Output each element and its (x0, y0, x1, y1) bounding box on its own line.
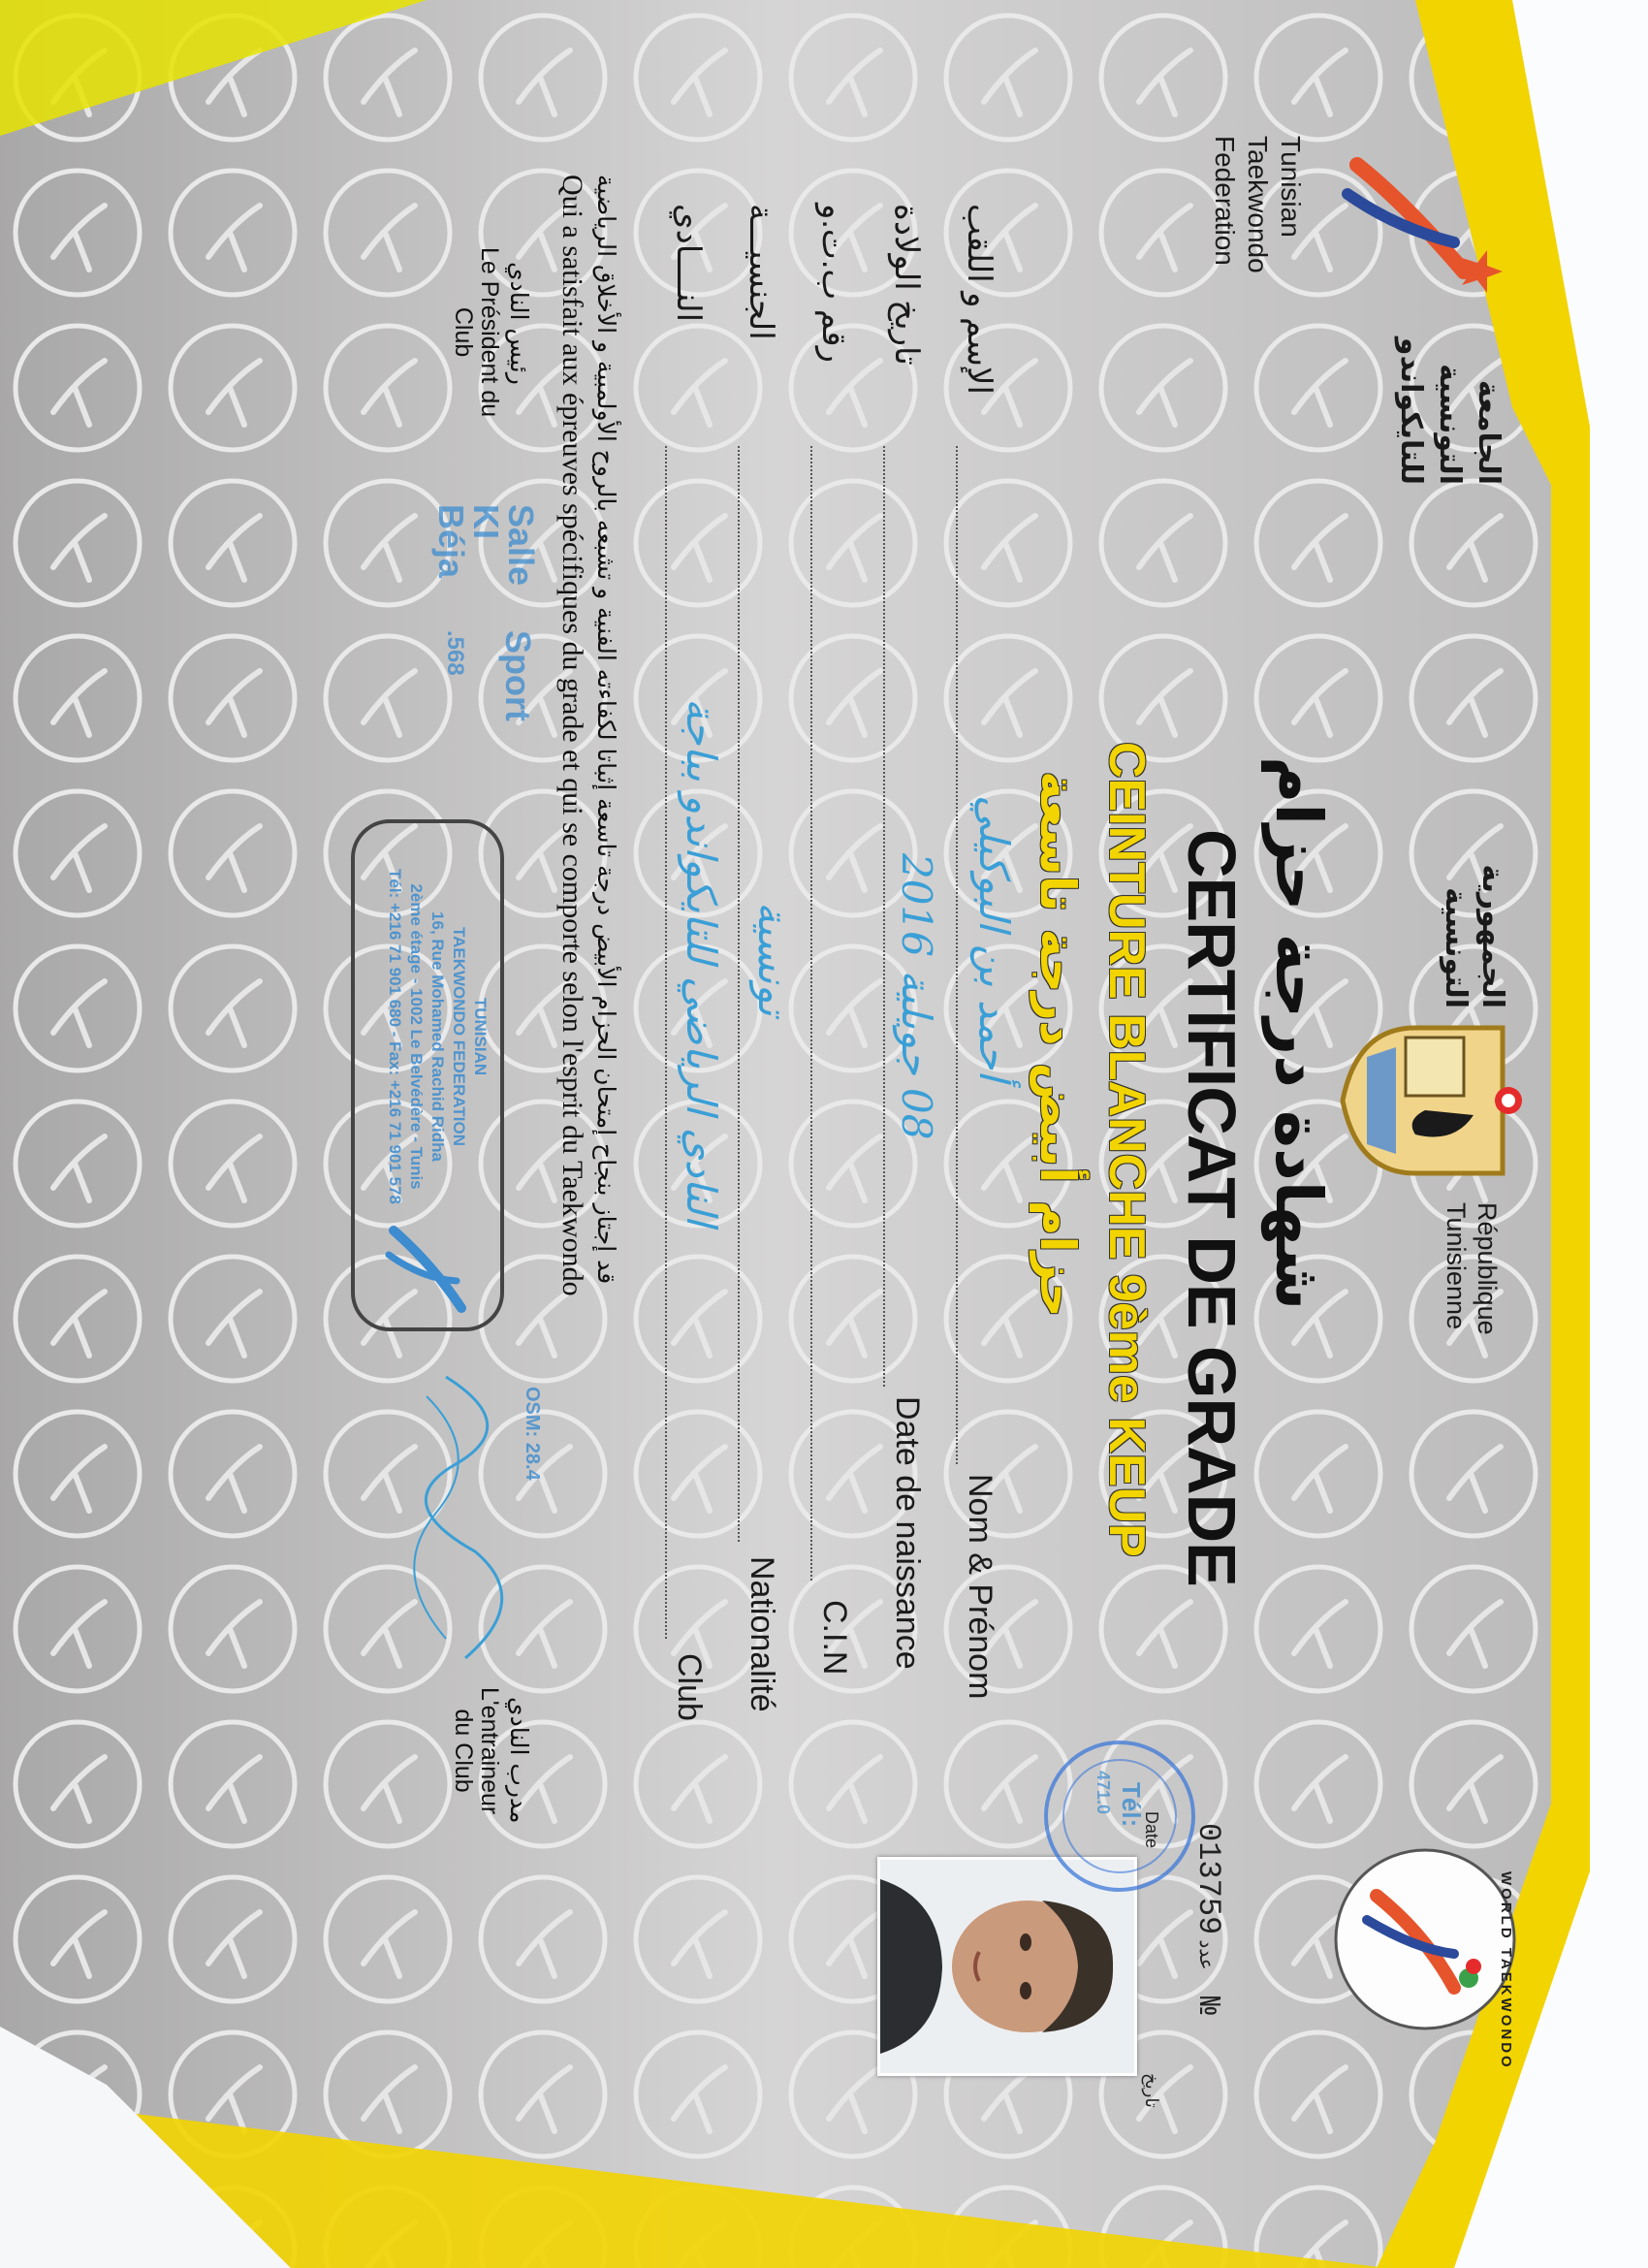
serial-number: 013759 (1190, 1823, 1226, 1935)
coach-label-fr: L'entraineur du Club (450, 1687, 503, 1815)
field-label-club: النــــادي (670, 204, 707, 323)
club-stamp-sport: Sport (498, 630, 538, 721)
tunisia-emblem-icon (1338, 1008, 1522, 1193)
club-stamp (373, 485, 541, 756)
federation-logo (1318, 126, 1522, 320)
coach-signature (397, 1367, 562, 1687)
stamp-kicker-icon (374, 1211, 491, 1327)
president-label-ar: رئيس النادي (505, 262, 533, 385)
world-taekwondo-logo (1328, 1842, 1522, 2070)
circular-stamp (1037, 1734, 1202, 1899)
date-fr-label: Date (1142, 1811, 1161, 1849)
date-ar-label: تاريخ (1142, 2073, 1161, 2108)
stamp-tel: Tél: (1117, 1782, 1146, 1828)
coat-of-arms (1338, 1008, 1522, 1193)
federation-name-en: Tunisian Taekwondo Federation (1210, 136, 1306, 273)
belt-grade-fr: CEINTURE BLANCHE 9ème KEUP (1098, 742, 1155, 1557)
field-label-nationality: الجنسيـــة (743, 204, 779, 340)
stamp-tel-number: 471.0 (1093, 1771, 1113, 1815)
belt-grade-ar: حزام أبيض درجة تاسعة (1030, 771, 1086, 1318)
field-line-birth (883, 446, 885, 1387)
club-stamp-text: Salle KI Béja (431, 504, 541, 587)
world-taekwondo-text: WORLD TAEKWONDO (1498, 1871, 1514, 2070)
certificate-title-ar: شهادة درجة حزام (1261, 756, 1336, 1311)
field-label-club-fr: Club (671, 1653, 708, 1721)
field-value-club: النادي الرياضي للتايكواندو بباجة (678, 698, 725, 1227)
serial-ar-label: عدد (1195, 1939, 1217, 1970)
field-label-birth: تاريخ الولادة (888, 204, 925, 366)
field-line-nationality (738, 446, 740, 1542)
field-value-name: أحمد بن البوكيلي (970, 795, 1018, 1081)
world-taekwondo-icon (1328, 1842, 1522, 2036)
president-label-fr: Le Président du Club (450, 247, 503, 418)
field-label-cin-fr: C.I.N (816, 1600, 853, 1676)
statement-ar: قد إجتاز بنجاح إمتحان الحزام الأبيض درجة تاسعة إثباتا لكفاءته الفنية و تشبعه بالروح الأولمبية و الأخلاق الرياضية (592, 175, 620, 1285)
field-label-nationality-fr: Nationalité (744, 1556, 780, 1712)
field-label-name-fr: Nom & Prénom (962, 1474, 998, 1700)
republic-name-ar: الجمهورية التونسية (1439, 864, 1509, 1008)
club-stamp-phone: .568 (442, 630, 468, 676)
statement-fr: Qui a satisfait aux épreuves spécifiques du grade et qui se comporte selon l'esprit du Taekwondo (556, 175, 588, 1296)
certificate-title-fr: CERTIFICAT DE GRADE (1174, 829, 1250, 1586)
certificate (359, 58, 1561, 2153)
taekwondo-kicker-icon (1318, 126, 1522, 320)
field-label-name: الإسم و اللقب (961, 204, 998, 395)
field-line-name (956, 446, 958, 1464)
federation-stamp (351, 819, 504, 1331)
signature-note: OSM: 28.4 (522, 1387, 543, 1481)
field-value-nationality: تونسية (749, 902, 797, 1016)
federation-stamp-text: TUNISIAN TAEKWONDO FEDERATION 16, Rue Mohamed Rachid Ridha 2ème étage - 1002 Le Belvédère - Tunis Tél: +216 71 901 680 - Fax: +216 71 901 578 (386, 869, 490, 1204)
federation-name-ar: الجامعة التونسية للتايكواندو (1394, 336, 1505, 485)
coach-label-ar: مدرب النادي (505, 1697, 533, 1824)
field-line-club (665, 446, 667, 1639)
serial-symbol: № (1190, 1996, 1226, 2015)
republic-name-fr: République Tunisienne (1442, 1202, 1502, 1335)
field-label-cin: رقم ب.ت.و (815, 204, 852, 364)
field-label-birth-fr: Date de naissance (889, 1396, 926, 1670)
field-value-birth: 08 جويلية 2016 (893, 853, 940, 1140)
field-line-cin (810, 446, 812, 1581)
